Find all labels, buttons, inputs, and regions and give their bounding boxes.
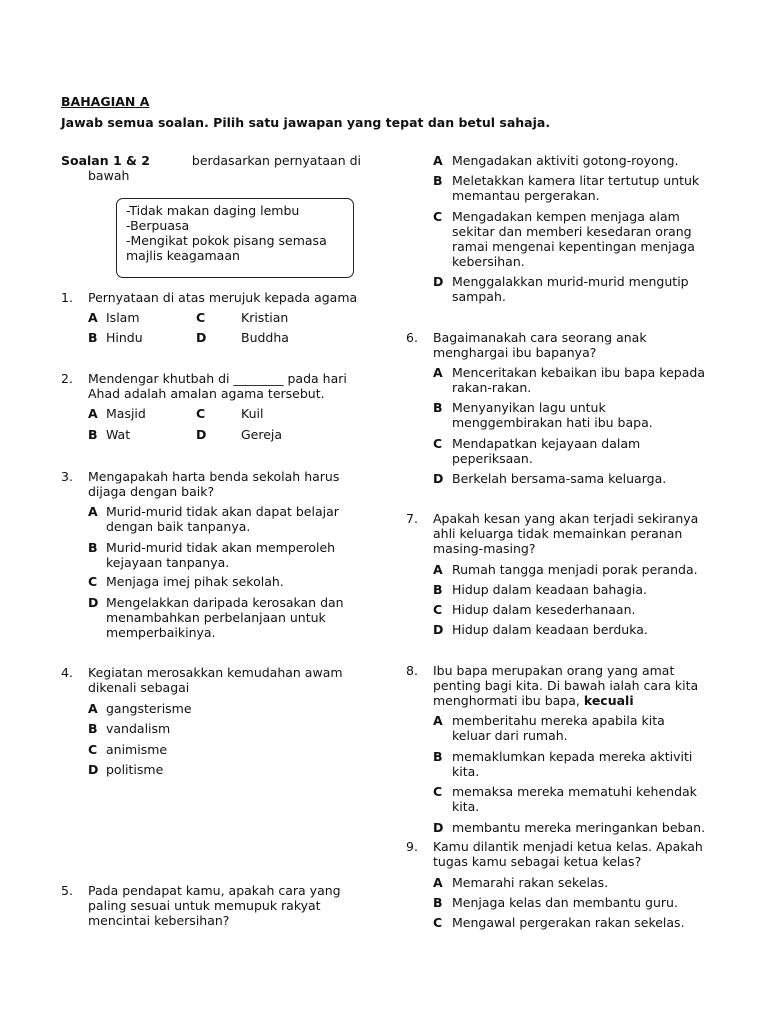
option-letter: C bbox=[433, 436, 443, 451]
option-letter: B bbox=[433, 749, 443, 764]
option-text[interactable]: Buddha bbox=[241, 330, 289, 345]
option-line: menambahkan perbelanjaan untuk bbox=[106, 610, 326, 625]
option-letter: B bbox=[433, 173, 443, 188]
option-line: Murid-murid tidak akan memperoleh bbox=[106, 540, 336, 555]
question-line bbox=[433, 693, 707, 708]
question-line: Kamu dilantik menjadi ketua kelas. Apakah bbox=[433, 839, 703, 854]
option-line: kejayaan tanpanya. bbox=[106, 555, 230, 570]
option-text[interactable]: Islam bbox=[106, 310, 140, 325]
question-line: Kegiatan merosakkan kemudahan awam bbox=[88, 665, 343, 680]
intro-lead: Soalan 1 & 2 bbox=[61, 153, 150, 168]
option-text[interactable]: Kristian bbox=[241, 310, 289, 325]
option-letter: A bbox=[433, 562, 443, 577]
option-line: kebersihan. bbox=[452, 254, 525, 269]
question-number: 6. bbox=[406, 330, 418, 345]
question-line: Ibu bapa merupakan orang yang amat bbox=[433, 663, 675, 678]
section-title: BAHAGIAN A bbox=[61, 94, 150, 109]
option-text[interactable] bbox=[452, 713, 707, 743]
option-letter: D bbox=[433, 471, 444, 486]
option-letter: B bbox=[88, 427, 98, 442]
intro-line1-rest: berdasarkan pernyataan di bbox=[191, 153, 361, 168]
statement-line bbox=[126, 233, 350, 248]
option-line: Menggalakkan murid-murid mengutip bbox=[452, 274, 689, 289]
question-number: 2. bbox=[61, 371, 73, 386]
question-line: Apakah kesan yang akan terjadi sekiranya bbox=[433, 511, 699, 526]
option-letter: C bbox=[433, 915, 443, 930]
question-text bbox=[88, 883, 361, 928]
option-text[interactable]: Gereja bbox=[241, 427, 283, 442]
option-line: peperiksaan. bbox=[452, 451, 533, 466]
option-line: kita. bbox=[452, 764, 480, 779]
option-letter: B bbox=[88, 540, 98, 555]
option-letter: D bbox=[433, 622, 444, 637]
option-letter: A bbox=[433, 875, 443, 890]
option-line: Mengadakan kempen menjaga alam bbox=[452, 209, 680, 224]
question-line-3-pre: menghormati ibu bapa, bbox=[433, 693, 584, 708]
question-line: Pada pendapat kamu, apakah cara yang bbox=[88, 883, 341, 898]
option-letter: C bbox=[196, 310, 206, 325]
option-text[interactable]: gangsterisme bbox=[106, 701, 192, 716]
option-text[interactable]: Menjaga kelas dan membantu guru. bbox=[452, 895, 678, 910]
question-text bbox=[88, 665, 361, 695]
option-letter: C bbox=[88, 574, 98, 589]
statement-box bbox=[116, 198, 354, 278]
question-text bbox=[88, 469, 361, 499]
question-line: Mengapakah harta benda sekolah harus bbox=[88, 469, 340, 484]
option-line: sampah. bbox=[452, 289, 506, 304]
question-line: penting bagi kita. Di bawah ialah cara kita bbox=[433, 678, 699, 693]
option-text[interactable]: Rumah tangga menjadi porak peranda. bbox=[452, 562, 698, 577]
option-letter: A bbox=[433, 713, 443, 728]
option-text[interactable]: vandalism bbox=[106, 721, 171, 736]
question-text bbox=[433, 511, 707, 556]
option-line: Menyanyikan lagu untuk bbox=[452, 400, 606, 415]
option-text[interactable]: Hidup dalam keadaan bahagia. bbox=[452, 582, 648, 597]
option-letter: D bbox=[433, 274, 444, 289]
option-line: Mendapatkan kejayaan dalam bbox=[452, 436, 641, 451]
question-text bbox=[433, 839, 707, 869]
option-text[interactable]: membantu mereka meringankan beban. bbox=[452, 820, 706, 835]
option-letter: D bbox=[88, 595, 99, 610]
question-text: Pernyataan di atas merujuk kepada agama bbox=[88, 290, 358, 305]
intro-line2: bawah bbox=[88, 168, 130, 183]
option-text[interactable] bbox=[452, 784, 707, 814]
question-text bbox=[433, 330, 707, 360]
option-letter: D bbox=[196, 427, 207, 442]
intro-text bbox=[61, 153, 361, 183]
statement-line-3: -Mengikat pokok pisang semasa bbox=[126, 233, 327, 248]
option-letter: C bbox=[88, 742, 98, 757]
option-letter: A bbox=[88, 504, 98, 519]
option-letter: B bbox=[88, 330, 98, 345]
question-number: 9. bbox=[406, 839, 418, 854]
option-text[interactable]: Hidup dalam kesederhanaan. bbox=[452, 602, 636, 617]
option-text[interactable] bbox=[452, 400, 707, 430]
option-text[interactable] bbox=[452, 274, 707, 304]
option-text[interactable]: Masjid bbox=[106, 406, 146, 421]
instruction-text: Jawab semua soalan. Pilih satu jawapan yang tepat dan betul sahaja. bbox=[61, 115, 551, 130]
option-letter: A bbox=[88, 406, 98, 421]
question-number: 3. bbox=[61, 469, 73, 484]
option-text[interactable] bbox=[106, 540, 361, 570]
option-text[interactable]: Kuil bbox=[241, 406, 264, 421]
question-line: Mendengar khutbah di ________ pada hari bbox=[88, 371, 347, 386]
option-line: memperbaikinya. bbox=[106, 625, 216, 640]
question-line bbox=[433, 330, 707, 345]
option-line: kita. bbox=[452, 799, 480, 814]
option-letter: B bbox=[88, 721, 98, 736]
question-line: mencintai kebersihan? bbox=[88, 913, 230, 928]
statement-line: -Tidak makan daging lembu bbox=[126, 203, 300, 218]
option-line: sekitar dan memberi kesedaran orang bbox=[452, 224, 692, 239]
option-line: dengan baik tanpanya. bbox=[106, 519, 251, 534]
option-text[interactable]: animisme bbox=[106, 742, 168, 757]
option-text[interactable]: Hindu bbox=[106, 330, 143, 345]
question-line-1: Bagaimanakah cara seorang anak bbox=[433, 330, 647, 345]
question-line: ahli keluarga tidak memainkan peranan bbox=[433, 526, 683, 541]
question-line: dijaga dengan baik? bbox=[88, 484, 215, 499]
option-text[interactable]: politisme bbox=[106, 762, 164, 777]
option-letter: C bbox=[433, 209, 443, 224]
option-letter: C bbox=[196, 406, 206, 421]
option-line: memberitahu mereka apabila kita bbox=[452, 713, 665, 728]
option-text[interactable] bbox=[452, 749, 707, 779]
option-text[interactable]: Berkelah bersama-sama keluarga. bbox=[452, 471, 667, 486]
option-text[interactable]: Memarahi rakan sekelas. bbox=[452, 875, 609, 890]
option-letter: D bbox=[196, 330, 207, 345]
question-number: 4. bbox=[61, 665, 73, 680]
statement-line: -Berpuasa bbox=[126, 218, 190, 233]
option-text[interactable] bbox=[452, 173, 707, 203]
question-line: tugas kamu sebagai ketua kelas? bbox=[433, 854, 642, 869]
option-text[interactable]: Mengawal pergerakan rakan sekelas. bbox=[452, 915, 685, 930]
option-line: rakan-rakan. bbox=[452, 380, 532, 395]
question-number: 7. bbox=[406, 511, 418, 526]
option-text[interactable] bbox=[452, 436, 707, 466]
question-text bbox=[433, 663, 707, 708]
option-letter: D bbox=[88, 762, 99, 777]
option-line: memaklumkan kepada mereka aktiviti bbox=[452, 749, 693, 764]
option-text[interactable]: Mengadakan aktiviti gotong-royong. bbox=[452, 153, 679, 168]
option-text[interactable]: Wat bbox=[106, 427, 131, 442]
option-line: Murid-murid tidak akan dapat belajar bbox=[106, 504, 339, 519]
statement-line: majlis keagamaan bbox=[126, 248, 240, 263]
option-text[interactable]: Hidup dalam keadaan berduka. bbox=[452, 622, 648, 637]
question-line: masing-masing? bbox=[433, 541, 536, 556]
question-line: menghargai ibu bapanya? bbox=[433, 345, 597, 360]
option-line: Meletakkan kamera litar tertutup untuk bbox=[452, 173, 700, 188]
option-letter: A bbox=[433, 153, 443, 168]
option-line: menggembirakan hati ibu bapa. bbox=[452, 415, 653, 430]
option-text[interactable]: Menjaga imej pihak sekolah. bbox=[106, 574, 284, 589]
option-line: memaksa mereka mematuhi kehendak bbox=[452, 784, 697, 799]
option-letter: B bbox=[433, 400, 443, 415]
question-line: paling sesuai untuk memupuk rakyat bbox=[88, 898, 321, 913]
emphasis-kecuali: kecuali bbox=[583, 693, 634, 708]
question-text bbox=[88, 371, 361, 401]
option-letter: C bbox=[433, 602, 443, 617]
question-line: Ahad adalah amalan agama tersebut. bbox=[88, 386, 325, 401]
option-line: Menceritakan kebaikan ibu bapa kepada bbox=[452, 365, 705, 380]
option-line: memantau pergerakan. bbox=[452, 188, 600, 203]
option-letter: A bbox=[433, 365, 443, 380]
option-letter: A bbox=[88, 310, 98, 325]
option-text[interactable] bbox=[452, 365, 707, 395]
option-letter: A bbox=[88, 701, 98, 716]
option-line: Mengelakkan daripada kerosakan dan bbox=[106, 595, 344, 610]
option-text[interactable] bbox=[106, 595, 361, 640]
option-letter: D bbox=[433, 820, 444, 835]
option-text[interactable] bbox=[106, 504, 361, 534]
option-letter: B bbox=[433, 895, 443, 910]
option-line: ramai mengenai kepentingan menjaga bbox=[452, 239, 695, 254]
option-letter: C bbox=[433, 784, 443, 799]
question-number: 8. bbox=[406, 663, 418, 678]
option-text[interactable] bbox=[452, 209, 707, 269]
option-letter: B bbox=[433, 582, 443, 597]
option-line: keluar dari rumah. bbox=[452, 728, 568, 743]
question-number: 5. bbox=[61, 883, 73, 898]
question-line: dikenali sebagai bbox=[88, 680, 190, 695]
question-number: 1. bbox=[61, 290, 73, 305]
